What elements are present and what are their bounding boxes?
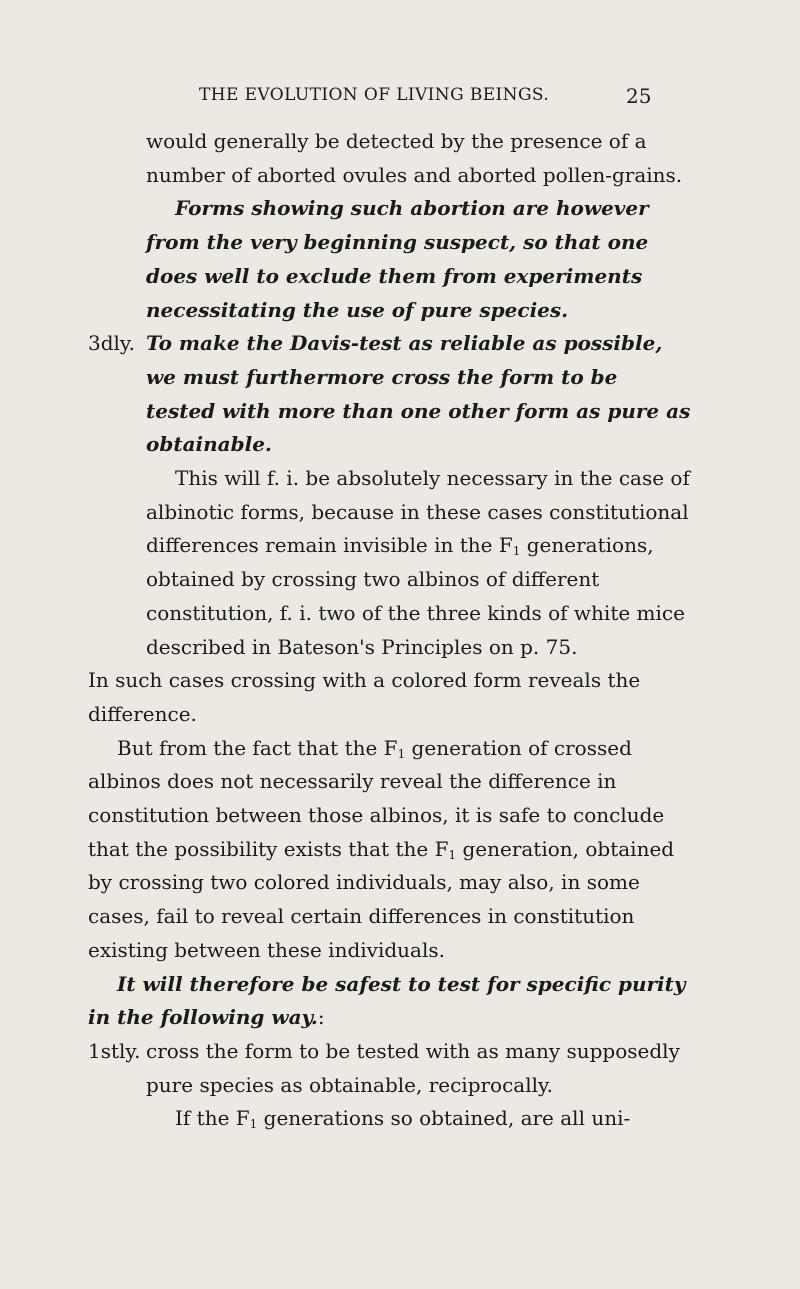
- subscript: 1: [512, 544, 521, 559]
- paragraph-colored-form: In such cases crossing with a colored form reveals the difference.: [88, 668, 641, 726]
- text-span: But from the fact that the F: [117, 735, 398, 760]
- emphasized-text: Forms showing such abortion are however from the very beginning suspect, so that one does well to exclude them from experiments necessitating the use of pure species.: [146, 196, 649, 322]
- emphasized-text: It will therefore be safest to test for specific purity in the following way.: [88, 971, 686, 1030]
- text-span: generations, obtained by crossing two albinos of different constitution, f. i. two of the three kinds of white mice described in Bateson's Principles on p. 75.: [146, 533, 685, 659]
- text-span: generation of crossed albinos does not necessarily reveal the difference in constitution between those albinos, it is safe to conclude that the possibility exists that the F: [88, 735, 665, 861]
- item-1stly-body: [146, 1035, 692, 1136]
- subscript: 1: [397, 746, 406, 761]
- paragraph-abortion-suspect: [146, 192, 692, 327]
- paragraph-f1-uniform: [146, 1102, 692, 1136]
- text-span: If the F: [175, 1106, 250, 1131]
- item-1stly: [88, 1035, 692, 1136]
- subscript: 1: [249, 1117, 258, 1132]
- page-body: [88, 125, 692, 1136]
- enumeration-marker: 1stly.: [88, 1038, 141, 1063]
- text-span: This will f. i. be absolutely necessary in the case of albinotic forms, because in these cases constitutional differences remain invisible in the F: [146, 466, 690, 558]
- text-span: generations so obtained, are all uni-: [257, 1106, 631, 1131]
- paragraph-davis-test: [146, 327, 692, 462]
- paragraph-aborted-ovules: would generally be detected by the presence of a number of aborted ovules and aborted pollen-grains.: [146, 129, 683, 187]
- paragraph-test-purity: [88, 968, 692, 1035]
- item-3dly-body: [146, 327, 692, 664]
- paragraph-cross-form: cross the form to be tested with as many supposedly pure species as obtainable, reciprocally.: [146, 1038, 680, 1097]
- paragraph-albinotic-forms: [146, 462, 692, 664]
- running-head: THE EVOLUTION OF LIVING BEINGS.: [199, 85, 550, 105]
- emphasized-text: To make the Davis-test as reliable as possible, we must furthermore cross the form to be tested with more than one other form as pure as obtainable.: [146, 331, 691, 457]
- text-span: :: [317, 1005, 325, 1030]
- page-number: 25: [626, 84, 652, 108]
- paragraph-f1-generation: [88, 732, 692, 968]
- page-header: [0, 85, 800, 115]
- text-span: generation, obtained by crossing two colored individuals, may also, in some cases, fail to reveal certain differences in constitution existing between these individuals.: [88, 836, 675, 962]
- subscript: 1: [448, 847, 457, 862]
- enumeration-marker: 3dly.: [88, 331, 135, 356]
- item-3dly: [88, 327, 692, 664]
